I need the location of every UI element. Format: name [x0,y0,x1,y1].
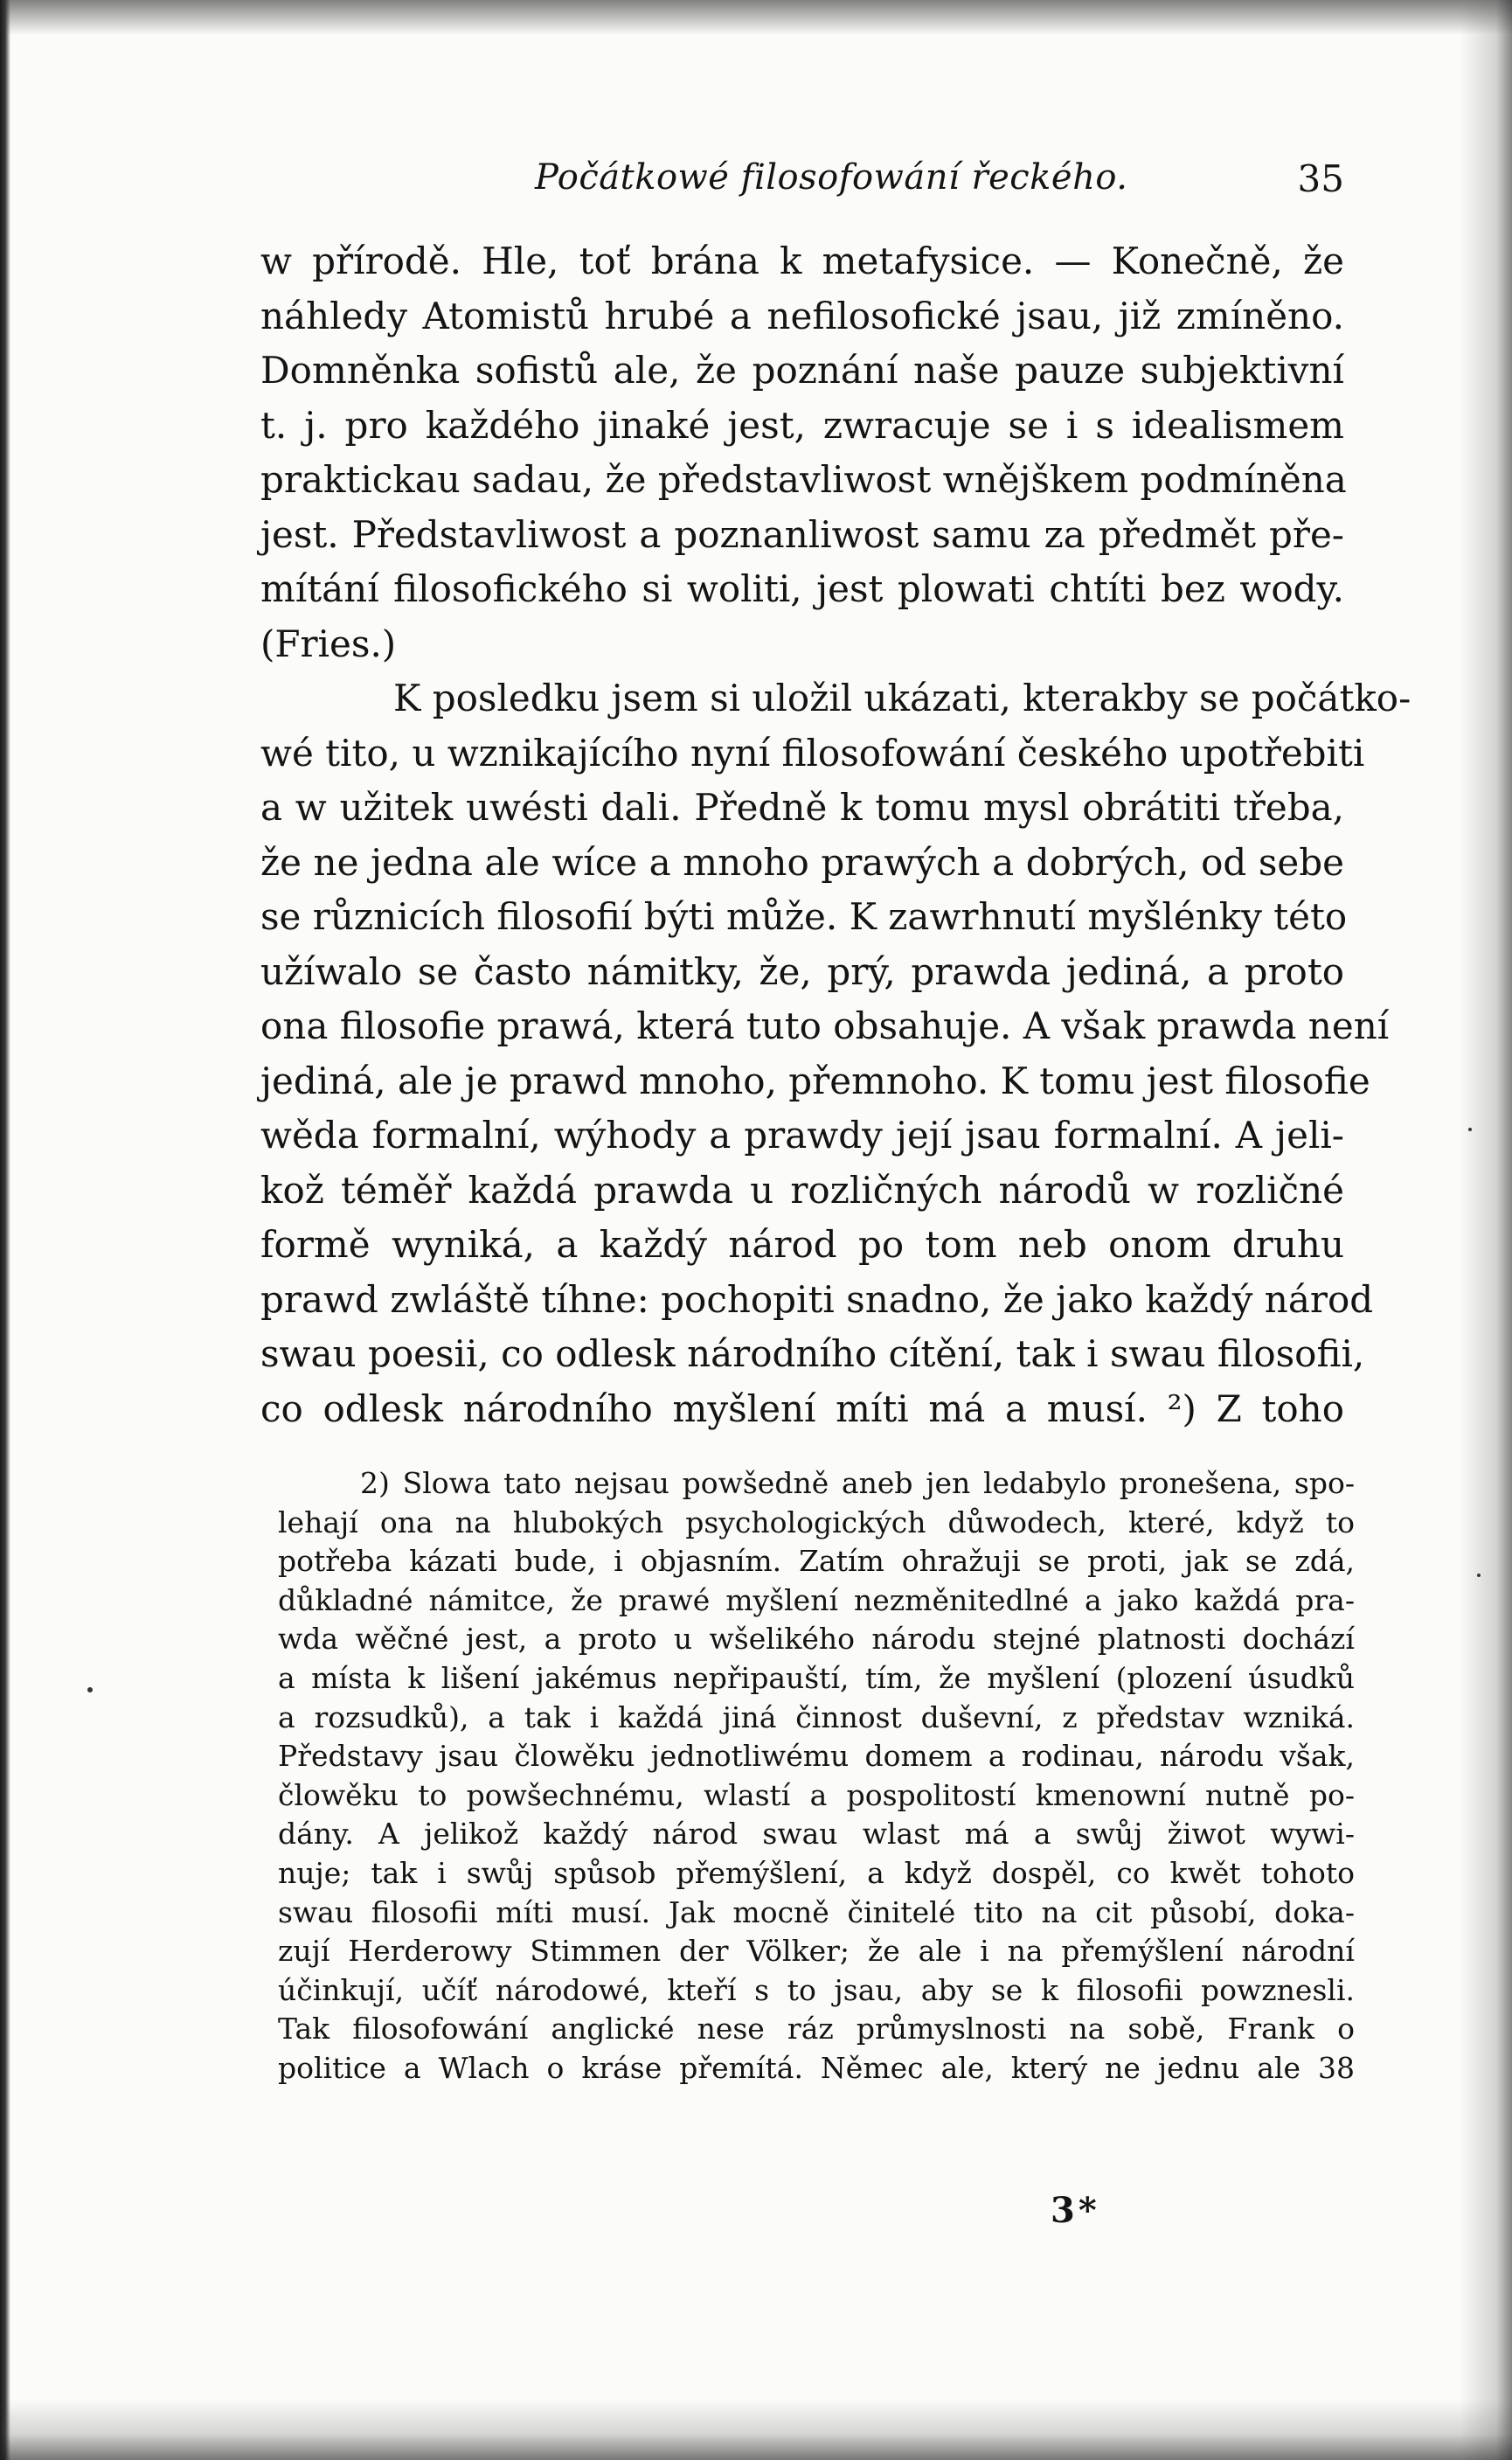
text-line: Domněnka sofistů ale, že poznání naše pauze subjektivní [260,349,1344,392]
text-line: že ne jedna ale wíce a mnoho prawých a dobrých, od sebe [260,840,1344,884]
footnote-line: člowěku to powšechnému, wlastí a pospolitostí kmenowní nutně po- [278,1777,1355,1812]
text-line: jediná, ale je prawd mnoho, přemnoho. K tomu jest filosofie [260,1059,1370,1102]
footnote-line: účinkují, učíť národowé, kteří s to jsau, aby se k filosofii powznesli. [278,1972,1355,2007]
footnote [278,1464,1355,2088]
text-line: jest. Představliwost a poznanliwost samu za předmět pře- [260,512,1344,556]
paragraph-start-line: K posledku jsem si uložil ukázati, kterakby se počátko- [393,677,1411,719]
text-line: swau poesii, co odlesk národního cítění, tak i swau filosofii, [260,1332,1365,1375]
footnote-line: swau filosofii míti musí. Jak mocně činitelé tito na cit působí, doka- [278,1894,1355,1929]
text-line: t. j. pro každého jinaké jest, zwracuje se i s idealismem [260,403,1344,447]
footnote-line: dány. A jelikož každý národ swau wlast má a swůj žiwot wywi- [278,1817,1355,1852]
text-line: se různicích filosofií býti může. K zawrhnutí myšlénky této [260,895,1348,938]
footnote-line: Tak filosofowání anglické nese ráz průmyslnosti na sobě, Frank o [278,2012,1355,2047]
footnote-line: a místa k lišení jakémus nepřipauští, tím, že myšlení (plození úsudků [278,1660,1355,1695]
scan-edge-right [1460,0,1512,2460]
footnote-line: politice a Wlach o kráse přemítá. Němec ale, který ne jednu ale 38 [278,2050,1355,2085]
text-line: užíwalo se často námitky, že, prý, prawda jediná, a proto [260,949,1344,993]
text-line: náhledy Atomistů hrubé a nefilosofické jsau, již zmíněno. [260,294,1344,337]
text-line: ona filosofie prawá, která tuto obsahuje. A však prawda není [260,1004,1390,1047]
text-line: a w užitek uwésti dali. Předně k tomu mysl obrátiti třeba, [260,786,1344,829]
text-line: prawd zwláště tíhne: pochopiti snadno, že jako každý národ [260,1277,1374,1321]
footnote-line: zují Herderowy Stimmen der Völker; že ale i na přemýšlení národní [278,1934,1355,1969]
text-line: (Fries.) [260,622,397,665]
footnote-line: 2) Slowa tato nejsau powšedně aneb jen ledabylo pronešena, spo- [360,1466,1355,1500]
footnote-line: důkladné námitce, že prawé myšlení nezměnitedlné a jako každá pra- [278,1582,1355,1617]
running-title: Počátkowé filosofowání řeckého. [535,157,1128,198]
footnote-line: lehají ona na hlubokých psychologických důwodech, které, když to [278,1504,1355,1539]
scan-edge-left [0,0,10,2460]
text-line: w přírodě. Hle, toť brána k metafysice. — Konečně, že [260,240,1344,282]
footnote-line: Představy jsau člowěku jednotliwému domem a rodinau, národu však, [278,1739,1355,1774]
text-line: kož téměř každá prawda u rozličných národů w rozličné [260,1168,1344,1212]
footnote-line: potřeba kázati bude, i objasním. Zatím ohražuji se proti, jak se zdá, [278,1544,1355,1579]
text-line: wěda formalní, wýhody a prawdy její jsau formalní. A jeli- [260,1114,1344,1157]
scan-speck [87,1687,93,1692]
signature-mark: 3* [1051,2190,1100,2231]
footnote-line: a rozsudků), a tak i každá jiná činnost duševní, z představ wzniká. [278,1699,1355,1734]
page-header [262,157,1344,210]
text-line: praktickau sadau, že představliwost wnějškem podmíněna [260,458,1347,501]
text-line: mítání filosofického si woliti, jest plowati chtíti bez wody. [260,567,1344,610]
scan-speck [1468,1128,1472,1131]
scan-speck [1477,1574,1481,1577]
page-number: 35 [1297,157,1344,200]
footnote-line: wda wěčné jest, a proto u wšelikého národu stejné platnosti dochází [278,1622,1355,1657]
footnote-line: nuje; tak i swůj spůsob přemýšlení, a když dospěl, co kwět tohoto [278,1855,1355,1890]
text-line: co odlesk národního myšlení míti má a musí. ²) Z toho [260,1386,1344,1430]
text-line: wé tito, u wznikajícího nyní filosofowání českého upotřebiti [260,731,1365,775]
scan-edge-bottom [0,2399,1512,2460]
main-text [260,234,1411,1436]
text-line: formě wyniká, a každý národ po tom neb onom druhu [260,1223,1344,1266]
scan-edge-top [0,0,1512,35]
